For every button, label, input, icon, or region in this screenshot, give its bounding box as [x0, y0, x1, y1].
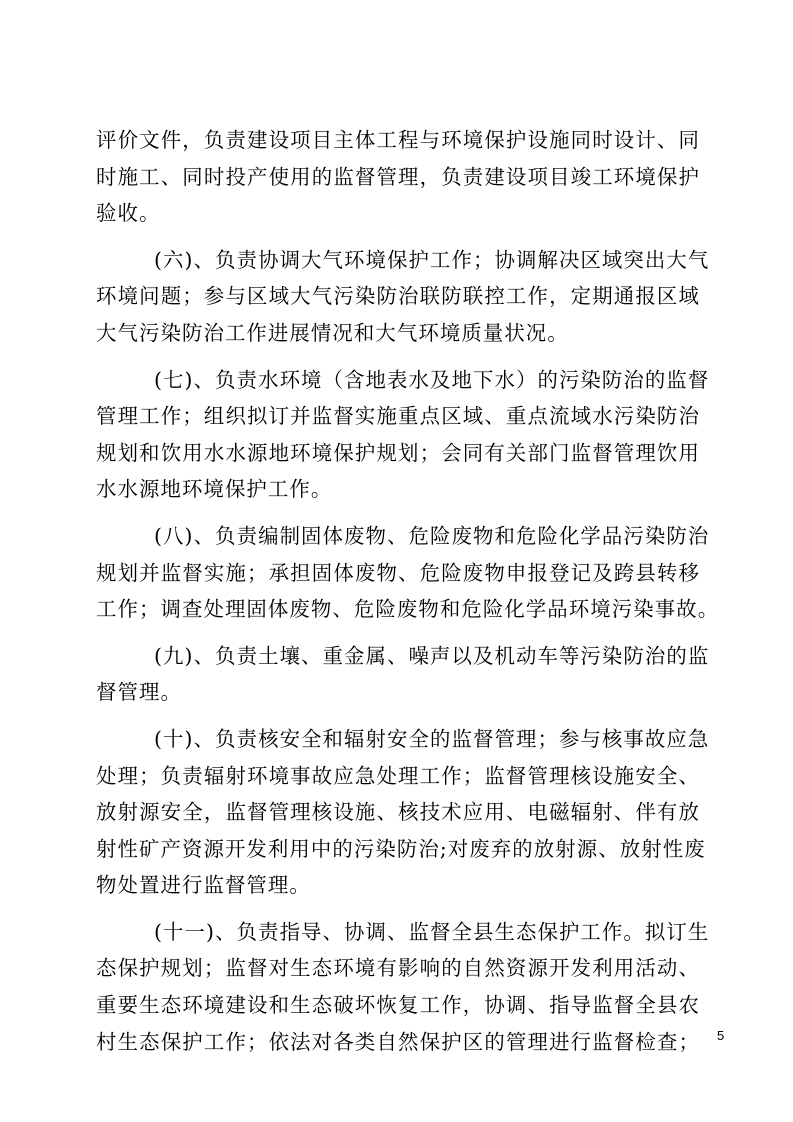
text-line: 规划并监督实施；承担固体废物、危险废物申报登记及跨县转移 — [96, 560, 700, 585]
text-line: 验收。 — [96, 201, 161, 226]
paragraph-nine-soil-metals-noise — [96, 638, 710, 711]
text-line: 处理；负责辐射环境事故应急处理工作；监督管理核设施安全、 — [96, 763, 700, 788]
text-line: 水水源地环境保护工作。 — [96, 477, 333, 502]
text-line: 环境问题；参与区域大气污染防治联防联控工作，定期通报区域 — [96, 284, 700, 309]
text-line: 时施工、同时投产使用的监督管理，负责建设项目竣工环境保护 — [96, 164, 700, 189]
paragraph-six-air-environment — [96, 242, 710, 352]
text-line: 村生态保护工作；依法对各类自然保护区的管理进行监督检查； — [96, 1029, 700, 1054]
paragraph-seven-water-environment — [96, 362, 710, 508]
document-body — [96, 122, 720, 1070]
text-line: (十一)、负责指导、协调、监督全县生态保护工作。拟订生 — [154, 919, 710, 944]
paragraph-eight-solid-waste — [96, 518, 720, 628]
text-line: (九)、负责土壤、重金属、噪声以及机动车等污染防治的监 — [154, 643, 710, 668]
text-line: 大气污染防治工作进展情况和大气环境质量状况。 — [96, 320, 569, 345]
text-line: (十)、负责核安全和辐射安全的监督管理；参与核事故应急 — [154, 726, 710, 751]
text-line: 管理工作；组织拟订并监督实施重点区域、重点流域水污染防治 — [96, 404, 700, 429]
text-line: 工作；调查处理固体废物、危险废物和危险化学品环境污染事故。 — [96, 597, 720, 622]
text-line: (八)、负责编制固体废物、危险废物和危险化学品污染防治 — [154, 523, 710, 548]
text-line: 放射源安全，监督管理核设施、核技术应用、电磁辐射、伴有放 — [96, 800, 700, 825]
paragraph-project-acceptance — [96, 122, 700, 232]
text-line: 督管理。 — [96, 680, 182, 705]
paragraph-ten-nuclear-radiation — [96, 721, 710, 904]
text-line: 物处置进行监督管理。 — [96, 873, 311, 898]
text-line: (七)、负责水环境（含地表水及地下水）的污染防治的监督 — [154, 367, 710, 392]
text-line: 评价文件，负责建设项目主体工程与环境保护设施同时设计、同 — [96, 128, 700, 152]
paragraph-eleven-ecological-protection — [96, 914, 710, 1060]
text-line: 规划和饮用水水源地环境保护规划；会同有关部门监督管理饮用 — [96, 440, 700, 465]
text-line: (六)、负责协调大气环境保护工作；协调解决区域突出大气 — [154, 247, 710, 272]
page-number: 5 — [717, 1028, 725, 1043]
text-line: 态保护规划；监督对生态环境有影响的自然资源开发利用活动、 — [96, 956, 700, 981]
text-line: 重要生态环境建设和生态破坏恢复工作，协调、指导监督全县农 — [96, 993, 700, 1018]
text-line: 射性矿产资源开发利用中的污染防治;对废弃的放射源、放射性废 — [96, 836, 706, 861]
